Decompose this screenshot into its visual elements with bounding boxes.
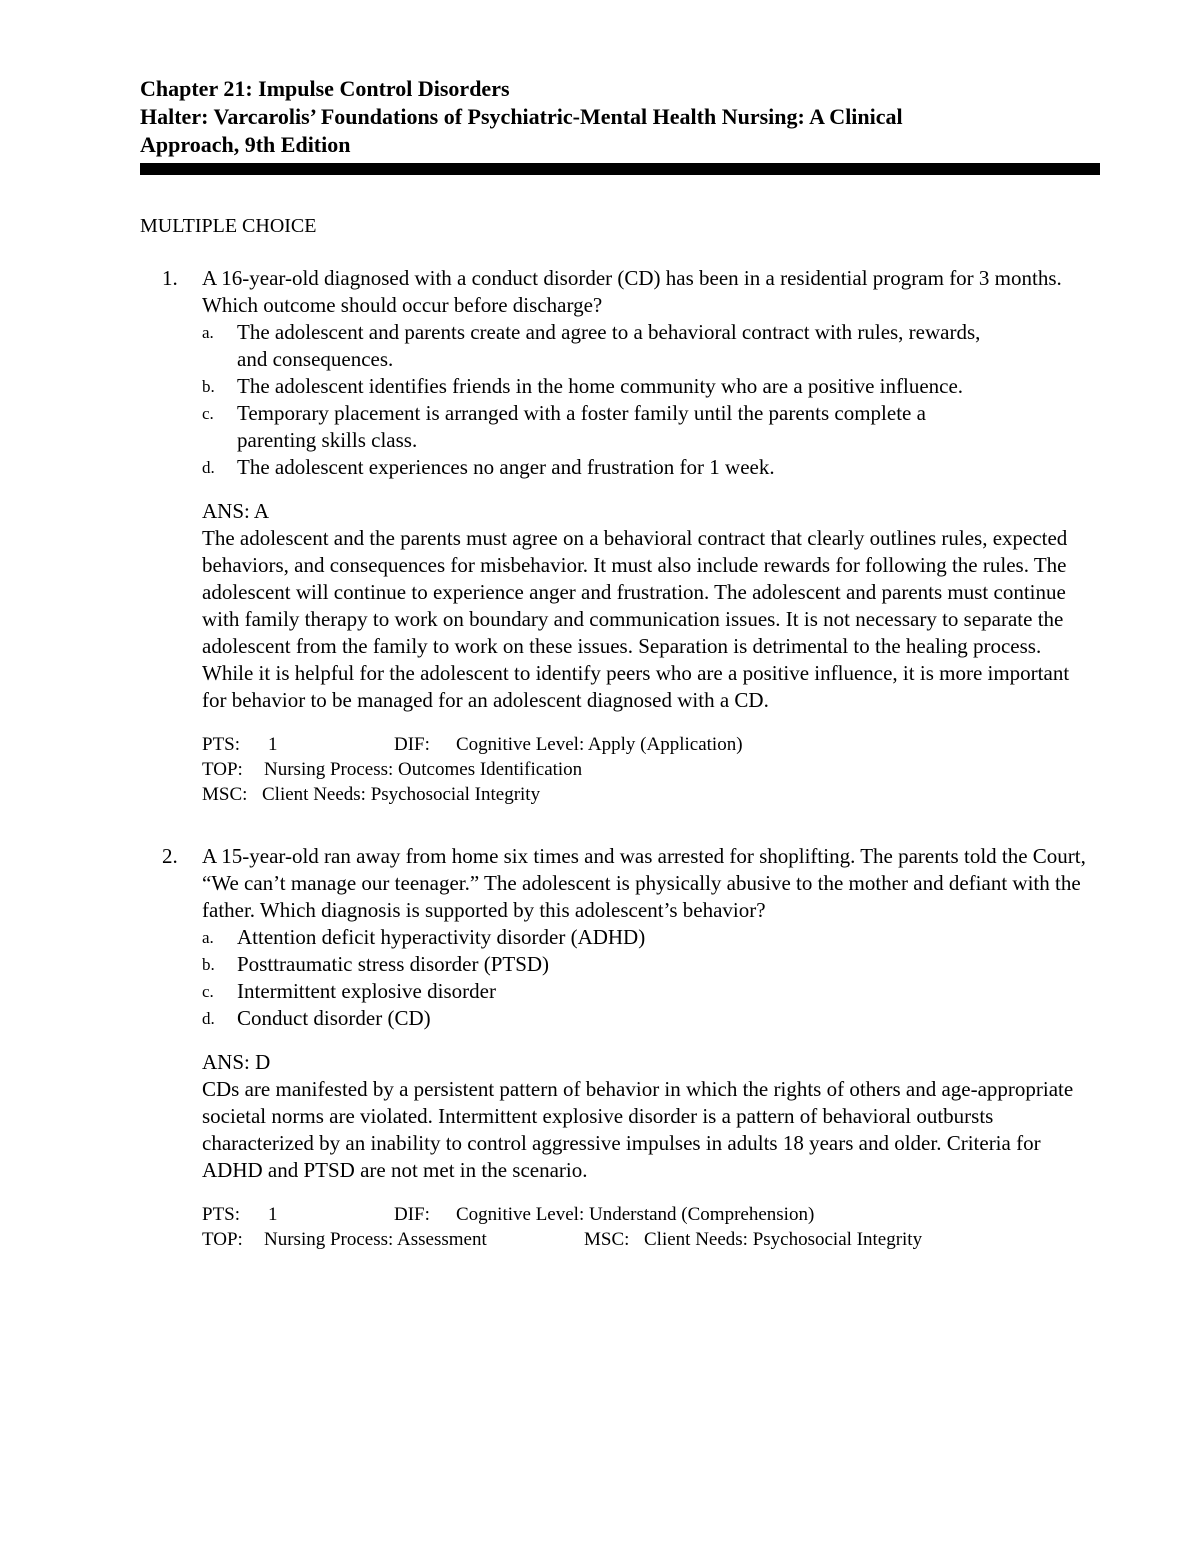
option-text: The adolescent experiences no anger and frustration for 1 week. <box>237 455 775 479</box>
dif-label: DIF: <box>394 734 430 755</box>
option-letter: c. <box>202 404 214 423</box>
msc-value: Client Needs: Psychosocial Integrity <box>262 784 541 805</box>
document-page <box>140 75 1100 1252</box>
question-stem: A 15-year-old ran away from home six times and was arrested for shoplifting. The parents told the Court, “We can’t manage our teenager.” The adolescent is physically abusive to the mother and defiant with the father. Which diagnosis is supported by this adolescent’s behavior? <box>202 844 1086 922</box>
answer-options <box>202 319 1100 481</box>
top-value: Nursing Process: Assessment <box>264 1229 487 1250</box>
msc-label: MSC: <box>584 1229 630 1250</box>
msc-label: MSC: <box>202 784 248 805</box>
question-stem: A 16-year-old diagnosed with a conduct disorder (CD) has been in a residential program for 3 months. Which outcome should occur before discharge? <box>202 266 1062 317</box>
pts-value: 1 <box>268 1204 278 1225</box>
question-number: 1. <box>162 266 178 290</box>
document-header <box>140 75 1100 175</box>
question-1 <box>140 265 1100 807</box>
answer-key: ANS: D <box>202 1050 271 1074</box>
book-title-line-2: Approach, 9th Edition <box>140 132 351 157</box>
dif-value: Cognitive Level: Understand (Comprehension) <box>456 1204 815 1225</box>
option-letter: c. <box>202 982 214 1001</box>
option-letter: a. <box>202 323 214 342</box>
msc-value: Client Needs: Psychosocial Integrity <box>644 1229 923 1250</box>
top-label: TOP: <box>202 759 243 780</box>
option-letter: a. <box>202 928 214 947</box>
option-text: Temporary placement is arranged with a foster family until the parents complete a parenting skills class. <box>237 401 926 452</box>
top-label: TOP: <box>202 1229 243 1250</box>
option-a <box>202 924 1057 951</box>
option-c <box>202 978 1057 1005</box>
answer-options <box>202 924 1100 1032</box>
pts-label: PTS: <box>202 1204 241 1225</box>
dif-label: DIF: <box>394 1204 430 1225</box>
dif-value: Cognitive Level: Apply (Application) <box>456 734 743 755</box>
pts-value: 1 <box>268 734 278 755</box>
top-value: Nursing Process: Outcomes Identification <box>264 759 583 780</box>
option-c <box>202 400 997 454</box>
question-metadata <box>202 1202 1100 1252</box>
header-rule <box>140 163 1100 175</box>
option-letter: d. <box>202 458 215 477</box>
option-b <box>202 951 1057 978</box>
option-text: Posttraumatic stress disorder (PTSD) <box>237 952 550 976</box>
option-text: The adolescent and parents create and agree to a behavioral contract with rules, rewards, and consequences. <box>237 320 981 371</box>
book-title-line-1: Halter: Varcarolis’ Foundations of Psychiatric-Mental Health Nursing: A Clinical <box>140 104 903 129</box>
option-text: Conduct disorder (CD) <box>237 1006 431 1030</box>
section-heading: MULTIPLE CHOICE <box>140 215 317 237</box>
option-letter: d. <box>202 1009 215 1028</box>
chapter-title: Chapter 21: Impulse Control Disorders <box>140 76 510 101</box>
question-number: 2. <box>162 844 178 868</box>
option-letter: b. <box>202 955 215 974</box>
option-text: Intermittent explosive disorder <box>237 979 496 1003</box>
option-d <box>202 454 997 481</box>
rationale: The adolescent and the parents must agree on a behavioral contract that clearly outlines rules, expected behaviors, and consequences for misbehavior. It must also include rewards for following the rules. The adolescent will continue to experience anger and frustration. The adolescent and parents must continue with family therapy to work on boundary and communication issues. It is not necessary to separate the adolescent from the family to work on these issues. Separation is detrimental to the healing process. While it is helpful for the adolescent to identify peers who are a positive influence, it is more important for behavior to be managed for an adolescent diagnosed with a CD. <box>202 526 1070 712</box>
option-a <box>202 319 997 373</box>
option-d <box>202 1005 1057 1032</box>
question-2 <box>140 843 1100 1252</box>
option-text: Attention deficit hyperactivity disorder (ADHD) <box>237 925 646 949</box>
question-metadata <box>202 732 1100 807</box>
option-text: The adolescent identifies friends in the home community who are a positive influence. <box>237 374 964 398</box>
option-b <box>202 373 997 400</box>
rationale: CDs are manifested by a persistent pattern of behavior in which the rights of others and age-appropriate societal norms are violated. Intermittent explosive disorder is a pattern of behavioral outbursts characterized by an inability to control aggressive impulses in adults 18 years and older. Criteria for ADHD and PTSD are not met in the scenario. <box>202 1077 1074 1182</box>
pts-label: PTS: <box>202 734 241 755</box>
option-letter: b. <box>202 377 215 396</box>
answer-key: ANS: A <box>202 499 270 523</box>
